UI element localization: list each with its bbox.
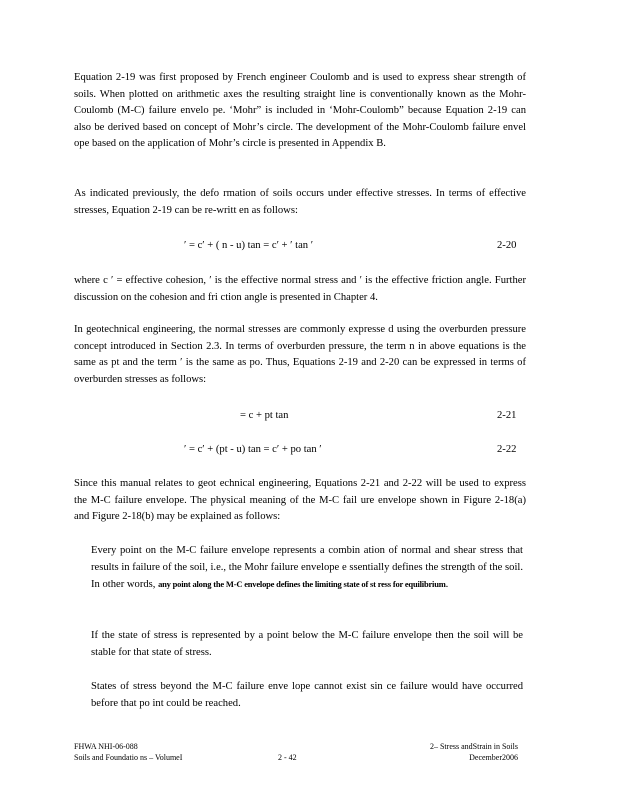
- equation-number-2-21: 2-21: [497, 410, 517, 421]
- equation-2-20: ′ = c′ + ( n - u) tan = c′ + ′ tan ′: [184, 240, 314, 251]
- paragraph-effective-stresses: As indicated previously, the defo rmation of soils occurs under effective stresses. In terms of effective stresses, Equation 2-19 can be re-writt en as follows:: [74, 188, 526, 216]
- paragraph-mohr-coulomb-intro: Equation 2-19 was first proposed by French engineer Coulomb and is used to express shear strength of soils. When plotted on arithmetic axes the resulting straight line is conventionally known as the Mohr-Coulomb (M-C) failure envelo pe. ‘Mohr” is included in ‘Mohr-Coulomb” because Equation 2-19 can also be derived based on concept of Mohr’s circle. The development of the Mohr-Coulomb failure envel ope based on the application of Mohr’s circle is presented in Appendix B.: [74, 72, 526, 149]
- bullet-text-1-bold: any point along the M-C envelope defines the limiting state of st ress for equilibrium: [158, 579, 446, 589]
- footer-page-number: 2 - 42: [278, 753, 297, 762]
- footer-doc-number: FHWA NHI-06-088: [74, 742, 138, 751]
- equation-2-22: ′ = c′ + (pt - u) tan = c′ + po tan ′: [184, 444, 322, 455]
- paragraph-overburden-pressure: In geotechnical engineering, the normal stresses are commonly expresse d using the overburden pressure concept introduced in Section 2.3. In terms of overburden pressure, the term n in above equations is the same as pt and the term ′ is the same as po. Thus, Equations 2-19 and 2-20 can be expressed in terms of overburden stresses as follows:: [74, 324, 526, 385]
- bullet-text-2: If the state of stress is represented by a point below the M-C failure envelope then the soil will be stable for that state of stress.: [91, 630, 523, 658]
- footer-left: [74, 741, 182, 763]
- paragraph-physical-meaning: Since this manual relates to geot echnical engineering, Equations 2-21 and 2-22 will be used to express the M-C failure envelope. The physical meaning of the M-C fail ure envelope shown in Figure 2-18(a) and Figure 2-18(b) may be explained as follows:: [74, 478, 526, 522]
- equation-number-2-22: 2-22: [497, 444, 517, 455]
- footer-chapter: 2– Stress andStrain in Soils: [429, 742, 518, 751]
- bullet-text-1-main: Every point on the M-C failure envelope represents a combin ation of normal and shear stress that results in failure of the soil, i.e., the Mohr failure envelope e ssentially defines the strength of the soil. In other words,: [91, 545, 523, 590]
- bullet-text-1-tail: .: [445, 579, 449, 590]
- footer-date: December2006: [469, 753, 518, 762]
- equation-number-2-20: 2-20: [497, 240, 517, 251]
- paragraph-where-definitions: where c ′ = effective cohesion, ′ is the effective normal stress and ′ is the effective friction angle. Further discussion on the cohesion and fri ction angle is presented in Chapter 4.: [74, 275, 526, 303]
- equation-2-21: = c + pt tan: [240, 410, 289, 421]
- footer-right: [430, 741, 518, 763]
- bullet-text-1: [91, 543, 523, 594]
- bullet-text-3: States of stress beyond the M-C failure enve lope cannot exist sin ce failure would have occurred before that po int could be reached.: [91, 681, 523, 709]
- footer-doc-title: Soils and Foundatio ns – VolumeI: [74, 753, 183, 762]
